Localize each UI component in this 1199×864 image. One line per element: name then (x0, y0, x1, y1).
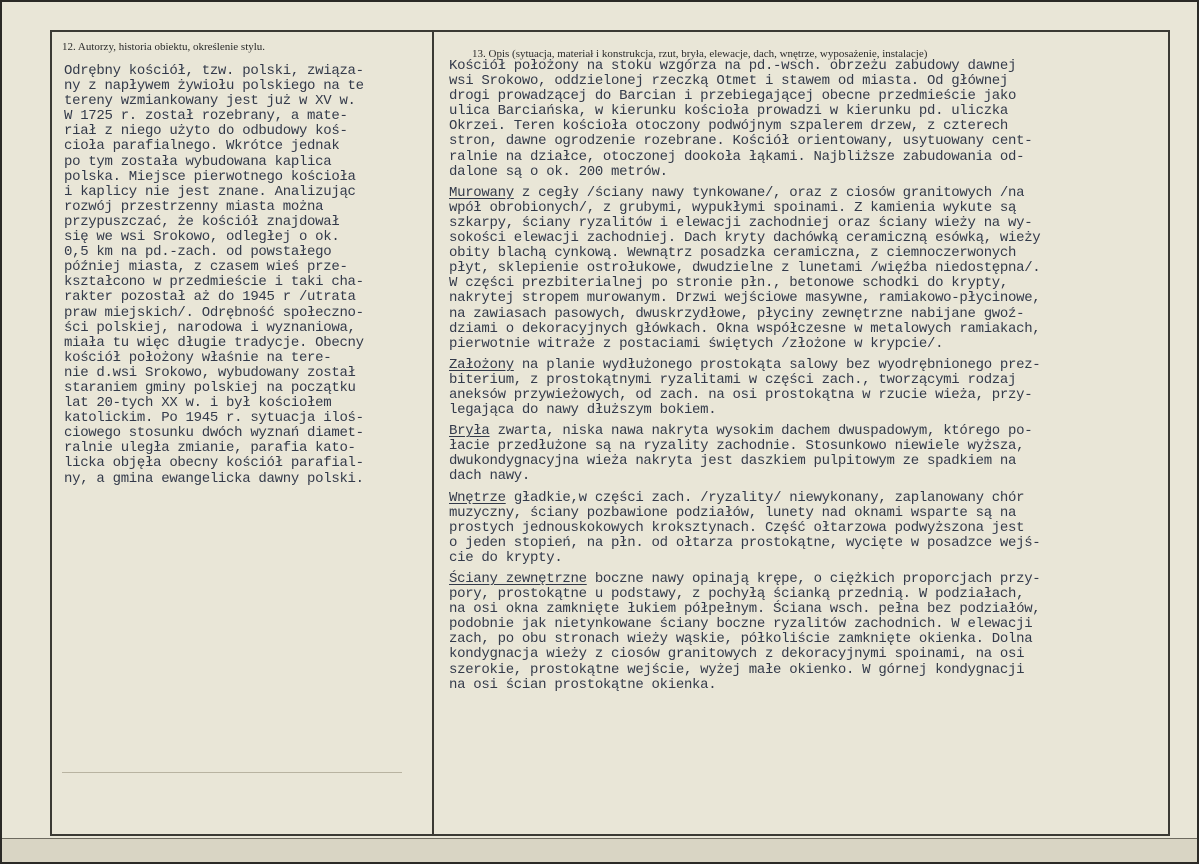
history-line: katolickim. Po 1945 r. sytuacja iloś- (64, 410, 364, 427)
description-line: biterium, z prostokątnymi ryzalitami w części zach., tworzącymi rodzaj (449, 371, 1017, 388)
description-line (449, 186, 1159, 201)
paragraph-lead-word: Wnętrze (449, 489, 506, 506)
description-line: drogi prowadzącej do Barcian i przebiegającej obecne przedmieście jako (449, 88, 1017, 105)
description-line: wsi Srokowo, oddzielonej rzeczką Otmet i stawem od miasta. Od głównej (449, 73, 1008, 90)
history-line: ny z napływem żywiołu polskiego na te (64, 78, 364, 95)
history-line: rakter pozostał aż do 1945 r /utrata (64, 289, 356, 306)
description-line: wpół obrobionych/, z grubymi, wypukłymi spoinami. Z kamienia wykute są (449, 199, 1017, 216)
history-line: kształcono w przedmieście i taki cha- (64, 274, 364, 291)
history-line: cioła parafialnego. Wkrótce jednak (64, 138, 340, 155)
description-line: Okrzei. Teren kościoła otoczony podwójnym szpalerem drzew, z czterech (449, 118, 1008, 135)
description-line (449, 59, 1159, 74)
history-line: miała tu więc długie tradycje. Obecny (64, 334, 364, 351)
paragraph-first-line-text: zwarta, niska nawa nakryta wysokim dachem dwuspadowym, którego po- (489, 423, 1033, 440)
description-text (449, 59, 1159, 693)
paragraph-first-line-text: gładkie,w części zach. /ryzality/ niewykonany, zaplanowany chór (505, 489, 1025, 506)
history-line: nie d.wsi Srokowo, wybudowany został (64, 364, 356, 381)
description-line: legająca do nawy dłuższym bokiem. (449, 402, 717, 419)
history-line: licka objęła obecny kościół parafial- (64, 455, 364, 472)
history-line: staraniem gminy polskiej na początku (64, 379, 356, 396)
history-line: ralnie uległa zmianie, parafia kato- (64, 440, 356, 457)
paragraph-first-line-text: Kościół położony na stoku wzgórza na pd.-wsch. obrzeżu zabudowy dawnej (449, 58, 1017, 74)
description-line: szerokie, prostokątne wejście, wyżej małe okienko. W górnej kondygnacji (449, 661, 1025, 678)
paragraph-lead-word: Murowany (449, 184, 514, 201)
description-line: W części prezbiterialnej po stronie płn., betonowe schodki do krypty, (449, 275, 1008, 292)
history-line: Odrębny kościół, tzw. polski, związa- (64, 63, 364, 79)
history-line: i kaplicy nie jest znane. Analizując (64, 183, 356, 200)
section-13-header: 13. Opis (sytuacja, materiał i konstrukcja, rzut, bryła, elewacje, dach, wnętrze, wyposażenie, instalacje) (472, 48, 928, 60)
history-line: się we wsi Srokowo, odległej o ok. (64, 229, 340, 246)
description-line: kondygnacja wieży z ciosów granitowych z dekoracyjnymi spoinami, na osi (449, 646, 1025, 663)
history-line: ści polskiej, narodowa i wyznaniowa, (64, 319, 356, 336)
paragraph-lead-word: Ściany zewnętrzne (449, 571, 587, 587)
description-paragraph (449, 572, 1159, 693)
description-line: dziami o dekoracyjnych główkach. Okna współczesne w metalowych ramiakach, (449, 320, 1041, 337)
description-line: stron, dawne ogrodzenie rozebrane. Kościół orientowany, usytuowany cent- (449, 133, 1033, 150)
history-line: ciowego stosunku dwóch wyznań diamet- (64, 425, 364, 442)
history-line: tereny wzmiankowany jest już w XV w. (64, 93, 356, 110)
description-line: dach nawy. (449, 468, 531, 485)
description-line: na zawiasach pasowych, dwuskrzydłowe, płyciny zewnętrzne nabijane gwoź- (449, 305, 1025, 322)
history-line: W 1725 r. został rozebrany, a mate- (64, 108, 348, 125)
description-line: na osi okna zamknięte łukiem półpełnym. Ściana wsch. pełna bez podziałów, (449, 601, 1041, 618)
description-line: obity blachą cynkową. Wewnątrz posadzka ceramiczna, z ciemnoczerwonych (449, 245, 1017, 262)
description-line: cie do krypty. (449, 549, 563, 566)
description-line (449, 358, 1159, 373)
description-paragraph (449, 491, 1159, 566)
section-12-header: 12. Autorzy, historia obiektu, określenie stylu. (62, 41, 266, 53)
history-line: kościół położony właśnie na tere- (64, 349, 332, 366)
description-line: pory, prostokątne u podstawy, z pochyłą ścianką przednią. W podziałach, (449, 586, 1025, 603)
paragraph-first-line-text: na planie wydłużonego prostokąta salowy bez wyodrębnionego prez- (513, 356, 1041, 373)
history-line: 0,5 km na pd.-zach. od powstałego (64, 244, 332, 261)
description-line: zach, po obu stronach wieży wąskie, półkoliście zamknięte okienka. Dolna (449, 631, 1033, 648)
column-divider (432, 30, 434, 836)
history-line: lat 20-tych XX w. i był kościołem (64, 395, 332, 412)
paragraph-first-line-text: z cegły /ściany nawy tynkowane/, oraz z ciosów granitowych /na (513, 184, 1025, 201)
description-line: ulica Barciańska, w kierunku kościoła prowadzi w kierunku pd. uliczka (449, 103, 1008, 120)
description-line: dalone są o ok. 200 metrów. (449, 163, 668, 180)
description-line: na osi ścian prostokątne okienka. (449, 676, 717, 693)
description-line: łacie przedłużone są na ryzality zachodnie. Stosunkowo niewiele wyższa, (449, 438, 1025, 455)
paragraph-lead-word: Bryła (449, 423, 490, 440)
description-line (449, 491, 1159, 506)
history-line: po tym została wybudowana kaplica (64, 153, 332, 170)
bottom-edge (2, 838, 1199, 864)
description-line: o jeden stopień, na płn. od ołtarza prostokątne, wycięte w posadzce wejś- (449, 534, 1041, 551)
history-line: później miasta, z czasem wieś prze- (64, 259, 348, 276)
paragraph-first-line-text: boczne nawy opinają krępe, o ciężkich proporcjach przy- (586, 571, 1041, 587)
description-line (449, 572, 1159, 587)
description-line: sokości elewacji zachodniej. Dach kryty dachówką ceramiczną esówką, wieży (449, 230, 1041, 247)
history-line: praw miejskich/. Odrębność społeczno- (64, 304, 364, 321)
description-line: ralnie na działce, otoczonej dookoła łąkami. Najbliższe zabudowania od- (449, 148, 1025, 165)
description-line: dwukondygnacyjna wieża nakryta jest daszkiem pulpitowym ze spadkiem na (449, 453, 1017, 470)
description-paragraph (449, 186, 1159, 352)
paragraph-lead-word: Założony (449, 356, 514, 373)
description-line: pierwotnie witraże z postaciami świętych /złożone w krypcie/. (449, 335, 944, 352)
history-text (64, 64, 428, 487)
description-line: muzyczny, ściany pozbawione podziałów, lunety nad oknami wsparte są na (449, 504, 1017, 521)
history-line: ny, a gmina ewangelicka dawny polski. (64, 470, 364, 487)
description-paragraph (449, 59, 1159, 180)
description-line: aneksów przywieżowych, od zach. na osi prostokątna w rzucie wieża, przy- (449, 386, 1033, 403)
description-line (449, 424, 1159, 439)
description-line: nakrytej stropem murowanym. Drzwi wejściowe masywne, ramiakowo-płycinowe, (449, 290, 1041, 307)
history-line: rozwój przestrzenny miasta można (64, 198, 324, 215)
history-line: przypuszczać, że kościół znajdował (64, 213, 340, 230)
description-line: płyt, sklepienie ostrołukowe, dwudzielne z lunetami /więźba niedostępna/. (449, 260, 1041, 277)
history-line: riał z niego użyto do odbudowy koś- (64, 123, 348, 140)
description-line: podobnie jak nietynkowane ściany boczne ryzalitów zachodnich. W elewacji (449, 616, 1033, 633)
description-line: szkarpy, ściany ryzalitów i elewacji zachodniej oraz ściany wieży na wy- (449, 214, 1033, 231)
description-paragraph (449, 424, 1159, 484)
history-line: polska. Miejsce pierwotnego kościoła (64, 168, 356, 185)
faded-stamp-area (62, 772, 402, 828)
description-line: prostych jednouskokowych kroksztynach. Część ołtarzowa podwyższona jest (449, 519, 1025, 536)
description-paragraph (449, 358, 1159, 418)
